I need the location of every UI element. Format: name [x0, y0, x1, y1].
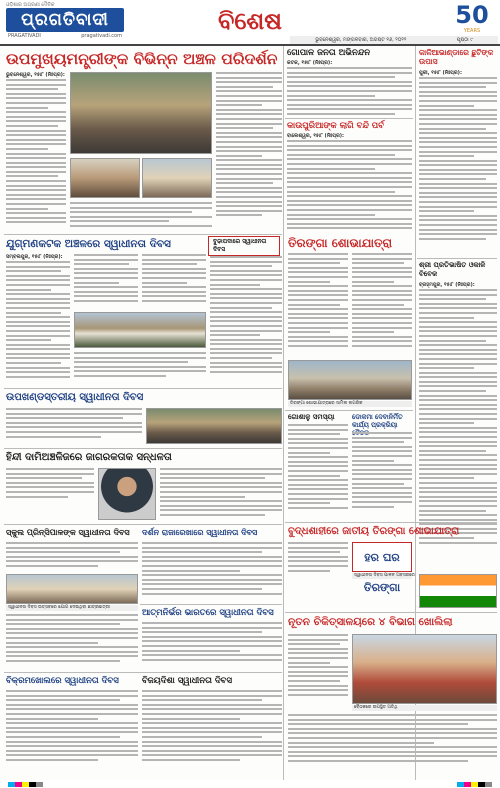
- divider: [4, 448, 282, 449]
- date-strip: [290, 36, 498, 44]
- story-headline[interactable]: ଉପଖଣ୍ଡସ୍ତରୀୟ ସ୍ୱାଧୀନତା ଦିବସ: [6, 392, 144, 403]
- byline: ପୁରୀ, ୧୫ା୮ (ନିଃପ୍ର):: [419, 70, 462, 76]
- photo-caption: ସ୍ୱାଧୀନତା ଦିବସ ପାଳନ ଅବସରରେ: [354, 573, 415, 578]
- tagline: ଓଡ଼ିଶାର ଅଗ୍ରଣୀ ଦୈନିକ: [6, 2, 55, 8]
- divider: [4, 672, 282, 673]
- banner-text: ହର ଘର ତିରଙ୍ଗା: [363, 551, 401, 594]
- story-headline[interactable]: କାଉପୁରିଆଙ୍କ ଲାଗି ବନ୍ଦି ପର୍ବ: [287, 121, 384, 131]
- main-headline[interactable]: ଉପମୁଖ୍ୟମନ୍ତ୍ରୀଙ୍କ ବିଭିନ୍ନ ଅଞ୍ଚଳ ପରିଦର୍ଶନ: [6, 50, 278, 68]
- main-story-text: [216, 72, 282, 232]
- story-headline[interactable]: ଗୋଶାଳୁ ସମସ୍ୟା: [288, 413, 335, 421]
- date-line: ଭୁବନେଶ୍ୱର, ମଙ୍ଗଳବାର, ଅଗଷ୍ଟ ୧୬, ୨୦୨୨: [315, 37, 407, 43]
- flag-photo[interactable]: [419, 574, 497, 608]
- story-headline[interactable]: ଆତ୍ମନିର୍ଭର ଭାରତରେ ସ୍ୱାଧୀନତା ଦିବସ: [142, 608, 274, 618]
- divider: [140, 604, 282, 605]
- story-headline[interactable]: ତିରଙ୍ଗା ଶୋଭାଯାତ୍ରା: [288, 236, 393, 250]
- story-headline[interactable]: କାଳିଆଭାଣ୍ଡାରେ ଛୁଟିଙ୍କ ଉପାସ: [419, 48, 494, 66]
- story-text: [288, 253, 348, 358]
- story-text: [352, 253, 412, 358]
- main-story-text: [70, 202, 212, 230]
- story-text: [6, 614, 138, 670]
- story-text: [74, 254, 138, 308]
- color-registration-bar: [8, 782, 43, 787]
- website-link[interactable]: pragativadi.com: [81, 33, 122, 39]
- story-text: [142, 690, 282, 776]
- story-headline[interactable]: ବିକ୍ରମଖୋଲରେ ସ୍ୱାଧୀନତା ଦିବସ: [6, 676, 119, 686]
- tiranga-photo[interactable]: [288, 360, 412, 400]
- story-text: [419, 70, 497, 258]
- divider: [285, 118, 413, 119]
- story-text: [288, 424, 348, 520]
- anniversary-badge: [450, 2, 494, 34]
- anniversary-label: YEARS: [463, 28, 481, 34]
- divider: [4, 388, 282, 389]
- photo-small[interactable]: [142, 158, 212, 198]
- story-text: [288, 634, 348, 706]
- school-photo[interactable]: [6, 574, 138, 604]
- story-text: [287, 60, 412, 116]
- portrait-photo[interactable]: [98, 468, 156, 520]
- hospital-photo[interactable]: [352, 634, 497, 704]
- story-headline[interactable]: ଯୁଗ୍ମଣକଟକ ଅଞ୍ଚଳରେ ସ୍ୱାଧୀନତା ଦିବସ: [6, 238, 171, 250]
- story-headline[interactable]: ବୁଦ୍ଧଶାହୀରେ ଜାତୀୟ ତିରଙ୍ଗା ଶୋଭାଯାତ୍ରା: [288, 526, 460, 537]
- masthead-divider: [0, 44, 500, 46]
- main-photo[interactable]: [70, 72, 212, 154]
- story-headline[interactable]: ବିଜୟଦିଶା ସ୍ୱାଧୀନତା ଦିବସ: [142, 676, 233, 686]
- print-footer: [0, 780, 500, 788]
- byline: ବାଲେଶ୍ୱର, ୧୫ା୮ (ନିଃପ୍ର):: [287, 133, 345, 139]
- story-text: [210, 256, 282, 386]
- anniversary-number: 50: [455, 1, 489, 29]
- story-text: [6, 690, 138, 776]
- photo-caption: ତିରଙ୍ଗା ଶୋଭାଯାତ୍ରାରେ ସାମିଲ ନାଗରିକ: [288, 401, 412, 407]
- byline: ବ୍ରହ୍ମପୁର, ୧୫ା୮ (ନିଃପ୍ର):: [419, 282, 475, 288]
- story-text: [287, 133, 412, 231]
- story-text: [288, 714, 497, 776]
- story-text: [6, 468, 94, 504]
- story-text: [352, 432, 412, 520]
- story-text: [74, 352, 206, 386]
- divider: [285, 612, 497, 613]
- story-text: [142, 254, 206, 308]
- divider: [4, 524, 282, 525]
- story-headline[interactable]: ବୁଢାପଦାରେ ସ୍ୱାଧୀନତା ଦିବସ: [208, 236, 280, 256]
- section-title: ବିଶେଷ: [218, 7, 282, 35]
- color-registration-bar: [457, 782, 492, 787]
- story-headline[interactable]: ଡୋକମା ଦେବାନିର୍ମିତ କାର୍ଯ୍ୟ ପ୍ରକ୍ରିୟା: [352, 413, 403, 429]
- byline: କଟକ, ୧୫ା୮ (ନିଃପ୍ର):: [287, 60, 333, 66]
- story-headline[interactable]: ଗୋପାଳ ଜନତା ଅଭିନନ୍ଦନ: [287, 48, 371, 58]
- byline: ଭୁବନେଶ୍ୱର, ୧୫ା୮ (ନିଃପ୍ର):: [6, 72, 65, 78]
- photo-caption: ସ୍ୱାଧୀନତା ଦିବସ ଉତ୍ସବରେ ଯୋଗ ଦେଇଥିବା ଛାତ୍ରଛାତ୍ରୀ: [6, 605, 138, 611]
- photo[interactable]: [74, 312, 206, 348]
- story-text: [142, 622, 282, 670]
- column-divider: [283, 46, 284, 780]
- photo-caption: ବୈଠକରେ ଉପସ୍ଥିତ ଅତିଥି: [352, 705, 497, 711]
- divider: [4, 234, 282, 235]
- page-number: ପୃଷ୍ଠା ୯: [456, 37, 473, 43]
- story-headline[interactable]: ନୂତନ ଚିକିତ୍ସାଳୟରେ ୪ ବିଭାଗ ଖୋଲିଲା: [288, 616, 453, 628]
- story-text: [6, 254, 70, 386]
- divider: [285, 522, 497, 523]
- story-text: [6, 542, 138, 572]
- photo[interactable]: [146, 408, 282, 444]
- logo-subtitle: [8, 33, 122, 39]
- story-text: [6, 408, 142, 444]
- story-headline[interactable]: ଦର୍ଶନ ରାଜାରେଖାରେ ସ୍ୱାଧୀନତା ଦିବସ: [142, 528, 258, 537]
- story-headline[interactable]: ଶ୍ରୀ ପ୍ରତିଭାଷିତ ଓକାଳି ବିବେକ: [419, 261, 486, 278]
- main-story-text: [6, 72, 66, 232]
- story-text: [288, 542, 348, 582]
- byline: ସମ୍ବଲପୁର, ୧୫ା୮ (ନିଃପ୍ର):: [6, 254, 63, 260]
- logo-latin: PRAGATIVADI: [8, 33, 41, 39]
- story-headline[interactable]: ହିନ୍ଦୀ ଦାମିଅଞ୍ଚଳିଜରେ ଜାଗରକତାକ ସନ୍ଧଳତା: [6, 452, 172, 463]
- story-text: [142, 542, 282, 602]
- story-text: [160, 468, 282, 520]
- photo-small[interactable]: [70, 158, 140, 198]
- masthead: [0, 0, 500, 44]
- text-lines: [6, 79, 66, 223]
- divider: [417, 258, 497, 259]
- story-headline[interactable]: ସ୍କୁଲ ପ୍ରିନ୍ସିପାଳଙ୍କ ସ୍ୱାଧୀନତା ଦିବସ: [6, 528, 130, 537]
- newspaper-logo[interactable]: ପ୍ରଗତିବାଦୀ: [6, 8, 124, 32]
- divider: [285, 410, 413, 411]
